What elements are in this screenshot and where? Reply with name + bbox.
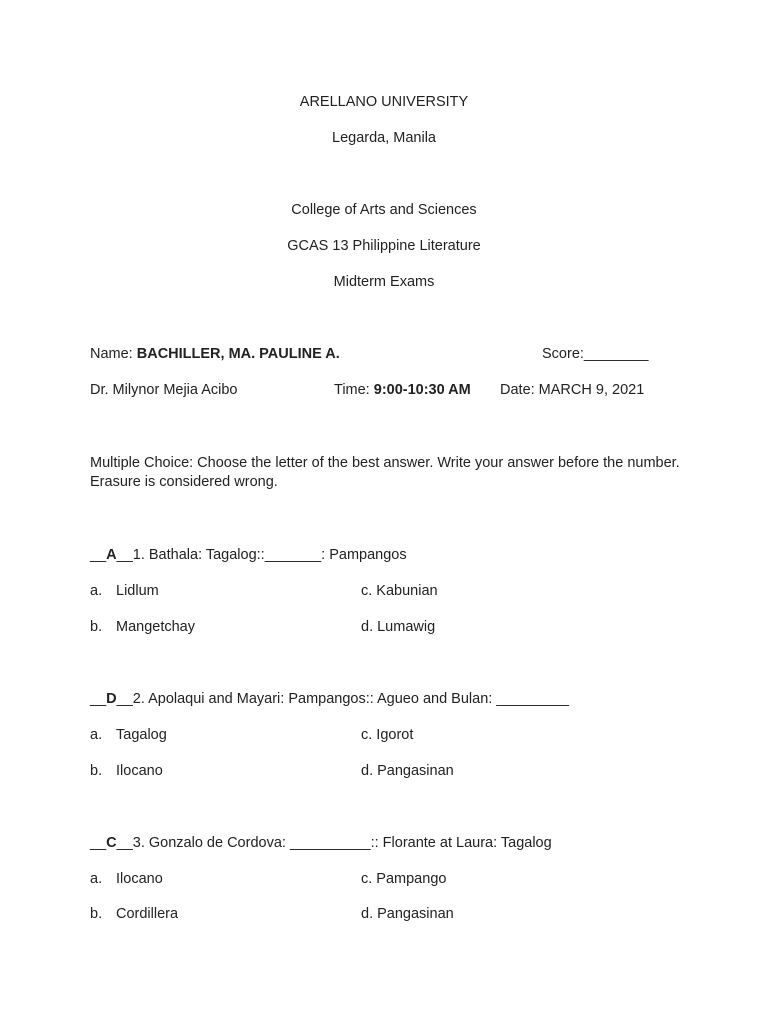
choice-d: d. Lumawig <box>361 619 436 635</box>
choice-b: Mangetchay <box>116 619 195 635</box>
answer-blank-right: __ <box>116 835 133 851</box>
student-name <box>90 345 340 363</box>
answer-blank-left: __ <box>90 691 107 707</box>
choice-d: d. Pangasinan <box>361 906 454 922</box>
question-1 <box>90 546 407 564</box>
question-text: 1. Bathala: Tagalog::_______: Pampangos <box>132 547 407 563</box>
name-label: Name: <box>90 346 133 362</box>
choice-a-letter: a. <box>90 727 103 743</box>
choice-b-letter: b. <box>90 763 103 779</box>
choice-d: d. Pangasinan <box>361 763 454 779</box>
question-text: 3. Gonzalo de Cordova: __________:: Florante at Laura: Tagalog <box>132 835 552 851</box>
answer-letter: C <box>106 835 117 851</box>
answer-letter: D <box>106 691 117 707</box>
score-field: Score:________ <box>542 346 649 362</box>
answer-letter: A <box>106 547 117 563</box>
choice-a-letter: a. <box>90 583 103 599</box>
choice-b-letter: b. <box>90 619 103 635</box>
instructor-name: Dr. Milynor Mejia Acibo <box>90 382 238 398</box>
answer-blank-left: __ <box>90 547 107 563</box>
answer-blank-right: __ <box>116 547 133 563</box>
exam-date: Date: MARCH 9, 2021 <box>500 382 645 398</box>
time-value: 9:00-10:30 AM <box>373 382 471 398</box>
name-value: BACHILLER, MA. PAULINE A. <box>136 346 340 362</box>
course-title: GCAS 13 Philippine Literature <box>287 238 481 254</box>
question-2 <box>90 690 569 708</box>
university-name: ARELLANO UNIVERSITY <box>299 94 469 110</box>
exam-title: Midterm Exams <box>333 274 435 290</box>
answer-blank-left: __ <box>90 835 107 851</box>
time-label: Time: <box>334 382 370 398</box>
choice-c: c. Pampango <box>361 871 447 887</box>
choice-a: Lidlum <box>116 583 159 599</box>
choice-b: Ilocano <box>116 763 163 779</box>
choice-c: c. Kabunian <box>361 583 438 599</box>
choice-c: c. Igorot <box>361 727 414 743</box>
university-location: Legarda, Manila <box>332 130 436 146</box>
choice-b-letter: b. <box>90 906 103 922</box>
choice-a: Tagalog <box>116 727 167 743</box>
choice-b: Cordillera <box>116 906 179 922</box>
question-text: 2. Apolaqui and Mayari: Pampangos:: Agueo and Bulan: _________ <box>132 691 569 707</box>
answer-blank-right: __ <box>116 691 133 707</box>
question-3 <box>90 834 552 852</box>
exam-time <box>334 381 471 399</box>
choice-a: Ilocano <box>116 871 163 887</box>
choice-a-letter: a. <box>90 871 103 887</box>
college-name: College of Arts and Sciences <box>291 202 477 218</box>
instructions: Multiple Choice: Choose the letter of the best answer. Write your answer before the number. Erasure is considered wrong. <box>90 455 680 490</box>
